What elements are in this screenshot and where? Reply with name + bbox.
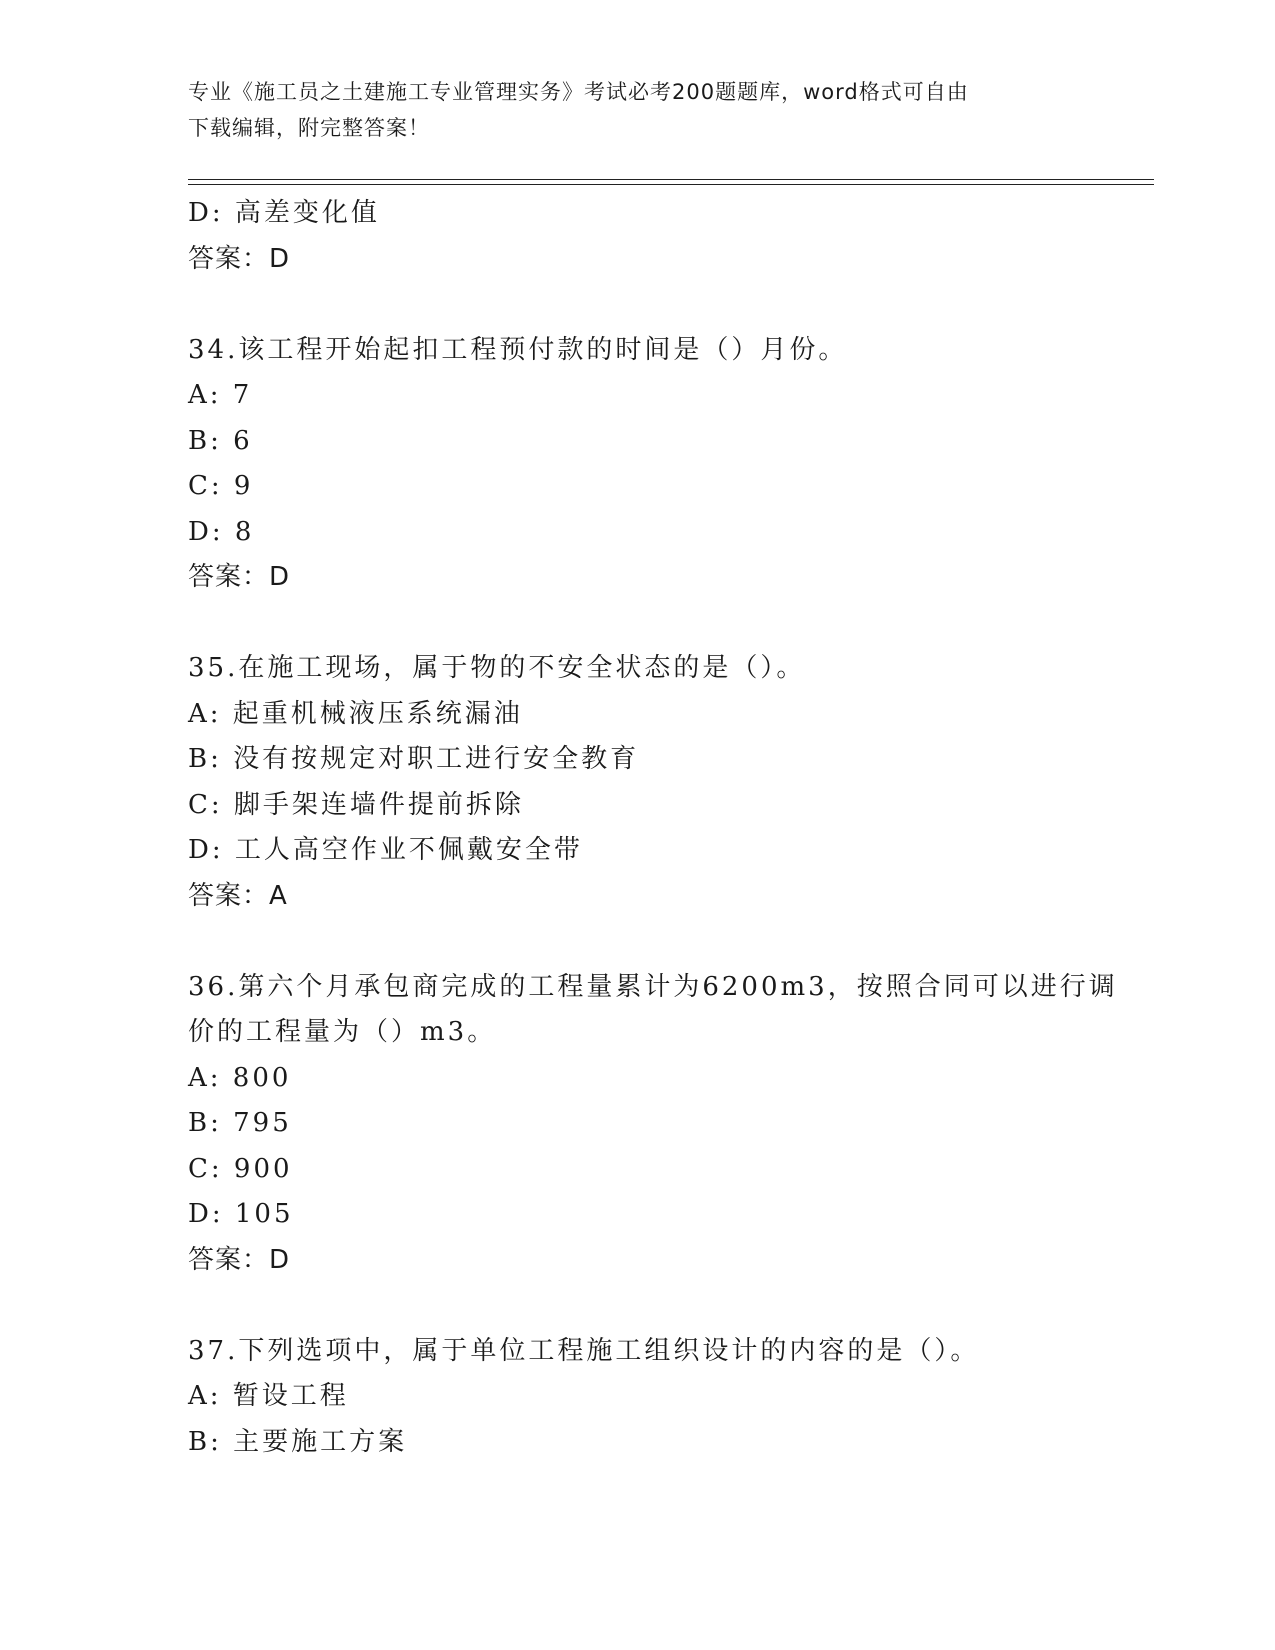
question-block-33: [188, 191, 1088, 282]
answer-line: 答案：D: [188, 1244, 291, 1275]
question-block-35: [188, 646, 1088, 919]
question-block-37: [188, 1329, 1088, 1466]
option-c: C: 9: [188, 471, 254, 501]
question-list: [188, 191, 1118, 1465]
header-line-1: 专业《施工员之土建施工专业管理实务》考试必考200题题库，word格式可自由: [188, 80, 969, 104]
option-c: C: 900: [188, 1153, 293, 1184]
block-spacer: [188, 1283, 1088, 1329]
option-c: C: 脚手架连墙件提前拆除: [188, 789, 524, 820]
question-text-line-2: 价的工程量为（）m3。: [188, 1017, 497, 1047]
option-b: B: 没有按规定对职工进行安全教育: [188, 744, 640, 774]
answer-line: 答案：D: [188, 243, 291, 274]
header-divider-top: [188, 179, 1154, 180]
question-text-line-1: 36.第六个月承包商完成的工程量累计为6200m3，按照合同可以进行调: [188, 971, 1118, 1002]
question-text: 34.该工程开始起扣工程预付款的时间是（）月份。: [188, 334, 848, 365]
option-a: A: 800: [188, 1062, 292, 1093]
question-text: 35.在施工现场，属于物的不安全状态的是（）。: [188, 653, 806, 683]
option-a: A: 7: [188, 380, 253, 410]
document-header: [188, 74, 1088, 146]
option-d: D: 8: [188, 516, 255, 547]
option-b: B: 主要施工方案: [188, 1426, 408, 1457]
option-b: B: 6: [188, 425, 253, 456]
option-d: D: 工人高空作业不佩戴安全带: [188, 835, 583, 865]
block-spacer: [188, 282, 1088, 328]
option-b: B: 795: [188, 1108, 292, 1138]
block-spacer: [188, 601, 1088, 647]
answer-line: 答案：D: [188, 562, 291, 592]
option-a: A: 暂设工程: [188, 1381, 349, 1411]
option-a: A: 起重机械液压系统漏油: [188, 698, 523, 729]
option-d: D: 高差变化值: [188, 198, 380, 228]
answer-line: 答案：A: [188, 880, 288, 911]
option-d: D: 105: [188, 1199, 294, 1229]
header-divider-bottom: [188, 184, 1154, 185]
question-block-36: [188, 965, 1118, 1284]
question-text: 37.下列选项中，属于单位工程施工组织设计的内容的是（）。: [188, 1335, 980, 1366]
question-block-34: [188, 328, 1088, 601]
block-spacer: [188, 919, 1088, 965]
header-line-2: 下载编辑，附完整答案！: [188, 116, 430, 140]
